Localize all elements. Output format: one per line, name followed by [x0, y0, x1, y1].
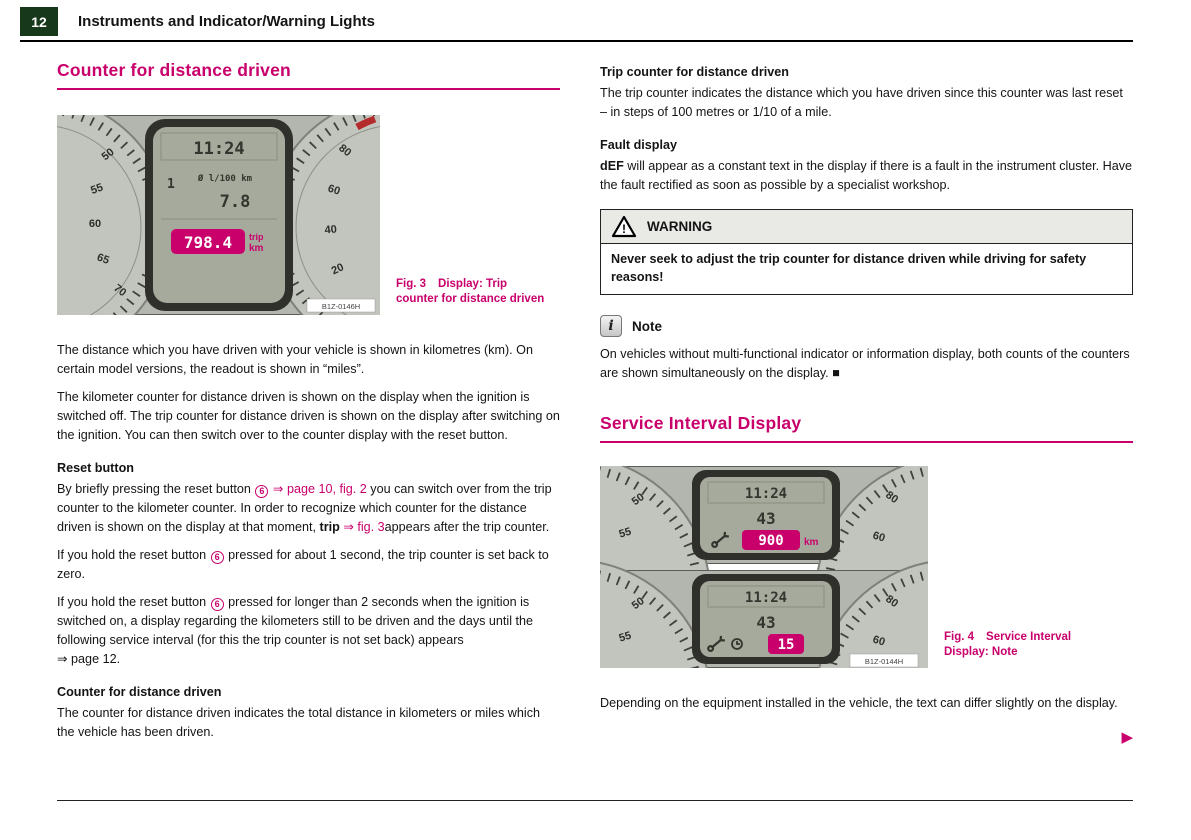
chapter-title: Instruments and Indicator/Warning Lights — [78, 13, 375, 30]
subheading-fault-display: Fault display — [600, 138, 677, 152]
gauge-label: 50 — [629, 595, 647, 613]
svg-text:!: ! — [622, 222, 626, 236]
paragraph-text: pressed for longer than 2 seconds when the ignition is switched on, a display regarding the kilometers still to be driven and the days until the following service interval (for this the trip counter is not set back) appears — [57, 595, 534, 647]
figure-4-image — [600, 466, 928, 668]
reset-button-callout: 6 — [211, 551, 224, 564]
figure-3-label: Fig. 3 — [396, 278, 427, 290]
right-column — [600, 60, 1133, 722]
closing-paragraph: Depending on the equipment installed in the vehicle, the text can differ slightly on the display. — [600, 696, 1118, 710]
paragraph-text: pressed for about 1 second, the trip counter is set back to zero. — [57, 548, 549, 581]
gauge-label: 50 — [629, 491, 647, 509]
xref-page10-fig2[interactable]: ⇒ page 10, fig. 2 — [272, 482, 367, 496]
body-paragraph: The distance which you have driven with your vehicle is shown in kilometres (km). On certain model versions, the readout is shown in “miles”. — [57, 343, 533, 376]
body-paragraph — [57, 593, 560, 669]
gauge-label: 60 — [871, 633, 887, 649]
figure-4-label: Fig. 4 — [944, 631, 975, 643]
figure-4-caption — [944, 630, 1096, 660]
figure-4-caption-text: Service Interval Display: Note — [944, 631, 1072, 658]
def-bold-text: dEF — [600, 159, 624, 173]
figure-3-caption-text: Display: Trip counter for distance driven — [396, 278, 545, 305]
figure-3-caption — [396, 277, 548, 307]
lcd-time: 11:24 — [193, 139, 245, 159]
lcd-service-distance-unit: km — [804, 537, 819, 548]
warning-triangle-icon — [611, 215, 637, 238]
left-column — [57, 60, 560, 751]
lcd-trip-value: 798.4 — [183, 233, 233, 252]
body-paragraph: The kilometer counter for distance driven is shown on the display when the ignition is switched off. The trip counter for distance driven is shown on the display after switching on the ignition. You can then switch over to the counter display with the reset button. — [57, 390, 560, 442]
fig3-lcd-display — [145, 119, 293, 311]
body-paragraph — [600, 157, 1133, 195]
section-title-service-interval: Service Interval Display — [600, 413, 1133, 443]
warning-text: Never seek to adjust the trip counter for distance driven while driving for safety reasons! — [611, 252, 1087, 284]
subheading-counter-distance: Counter for distance driven — [57, 685, 222, 699]
body-paragraph: The trip counter indicates the distance which you have driven since this counter was last reset – in steps of 100 metres or 1/10 of a mile. — [600, 86, 1123, 119]
note-info-icon: i — [600, 315, 622, 337]
lcd-time: 11:24 — [744, 590, 788, 606]
gauge-label: 50 — [99, 146, 117, 164]
lcd-consumption-value: 7.8 — [219, 192, 251, 212]
page-number-box — [20, 7, 58, 36]
lcd-trip-unit: km — [249, 243, 264, 254]
figure-3-image — [57, 115, 380, 315]
gauge-label: 55 — [89, 181, 105, 197]
reset-button-callout: 6 — [255, 485, 268, 498]
lcd-service-days: 15 — [777, 637, 795, 653]
paragraph-text: will appear as a constant text in the display if there is a fault in the instrument cluster. Have the fault rectified as soon as possible by a specialist workshop. — [600, 159, 1133, 192]
lcd-service-value: 43 — [756, 509, 776, 528]
lcd-service-value: 43 — [756, 613, 776, 632]
trip-bold-text: trip — [319, 520, 340, 534]
body-paragraph — [57, 480, 560, 537]
warning-header — [601, 210, 1132, 244]
note-title: Note — [632, 318, 662, 334]
subheading-reset-button: Reset button — [57, 461, 134, 475]
paragraph-text: appears after the trip counter. — [384, 520, 550, 534]
gauge-label: 20 — [329, 261, 346, 278]
footer-rule — [57, 800, 1133, 801]
note-header — [600, 315, 1133, 337]
gauge-label: 80 — [883, 593, 901, 611]
gauge-label: 55 — [617, 525, 633, 541]
paragraph-text: If you hold the reset button — [57, 595, 210, 609]
gauge-label: 55 — [617, 629, 633, 645]
lcd-service-distance: 900 — [758, 533, 784, 549]
fig4-bottom-panel — [600, 560, 928, 668]
page-number: 12 — [31, 13, 47, 30]
gauge-label: 70 — [111, 282, 129, 300]
gauge-label: 65 — [95, 251, 111, 267]
lcd-trip-label: trip — [249, 232, 264, 242]
gauge-label: 60 — [326, 182, 342, 198]
lcd-gear: 1 — [167, 177, 175, 192]
gauge-label: 80 — [336, 142, 354, 160]
body-paragraph — [57, 546, 560, 584]
xref-page12[interactable]: ⇒ page 12. — [57, 652, 121, 666]
xref-fig3[interactable]: ⇒ fig. 3 — [343, 520, 385, 534]
section-title-counter-distance: Counter for distance driven — [57, 60, 560, 90]
paragraph-text: By briefly pressing the reset button — [57, 482, 255, 496]
gauge-label: 80 — [883, 489, 901, 507]
lcd-consumption-label: Ø l/100 km — [197, 174, 253, 184]
body-paragraph: The counter for distance driven indicates the total distance in kilometers or miles which the vehicle has been driven. — [57, 706, 540, 739]
figure-4-code: B1Z-0144H — [864, 657, 904, 666]
reset-button-callout: 6 — [211, 598, 224, 611]
gauge-label: 60 — [871, 529, 887, 545]
header-rule — [20, 40, 1133, 42]
paragraph-text: you can switch over from the trip counter to the kilometer counter. In order to recognize which counter for the distance driven is shown on the display at that moment, — [57, 482, 552, 534]
gauge-label: 60 — [88, 218, 102, 230]
figure-3-code: B1Z-0146H — [321, 302, 361, 311]
warning-box — [600, 209, 1133, 295]
figure-3 — [57, 115, 560, 315]
warning-title: WARNING — [647, 219, 713, 234]
note-text: On vehicles without multi-functional indicator or information display, both counts of the counters are shown simultaneously on the display. ■ — [600, 347, 1130, 380]
figure-4 — [600, 466, 1133, 668]
gauge-label: 40 — [324, 223, 338, 237]
lcd-time: 11:24 — [744, 486, 788, 502]
continuation-arrow-icon: ▶ — [1121, 729, 1133, 746]
subheading-trip-counter: Trip counter for distance driven — [600, 65, 789, 79]
paragraph-text: If you hold the reset button — [57, 548, 210, 562]
